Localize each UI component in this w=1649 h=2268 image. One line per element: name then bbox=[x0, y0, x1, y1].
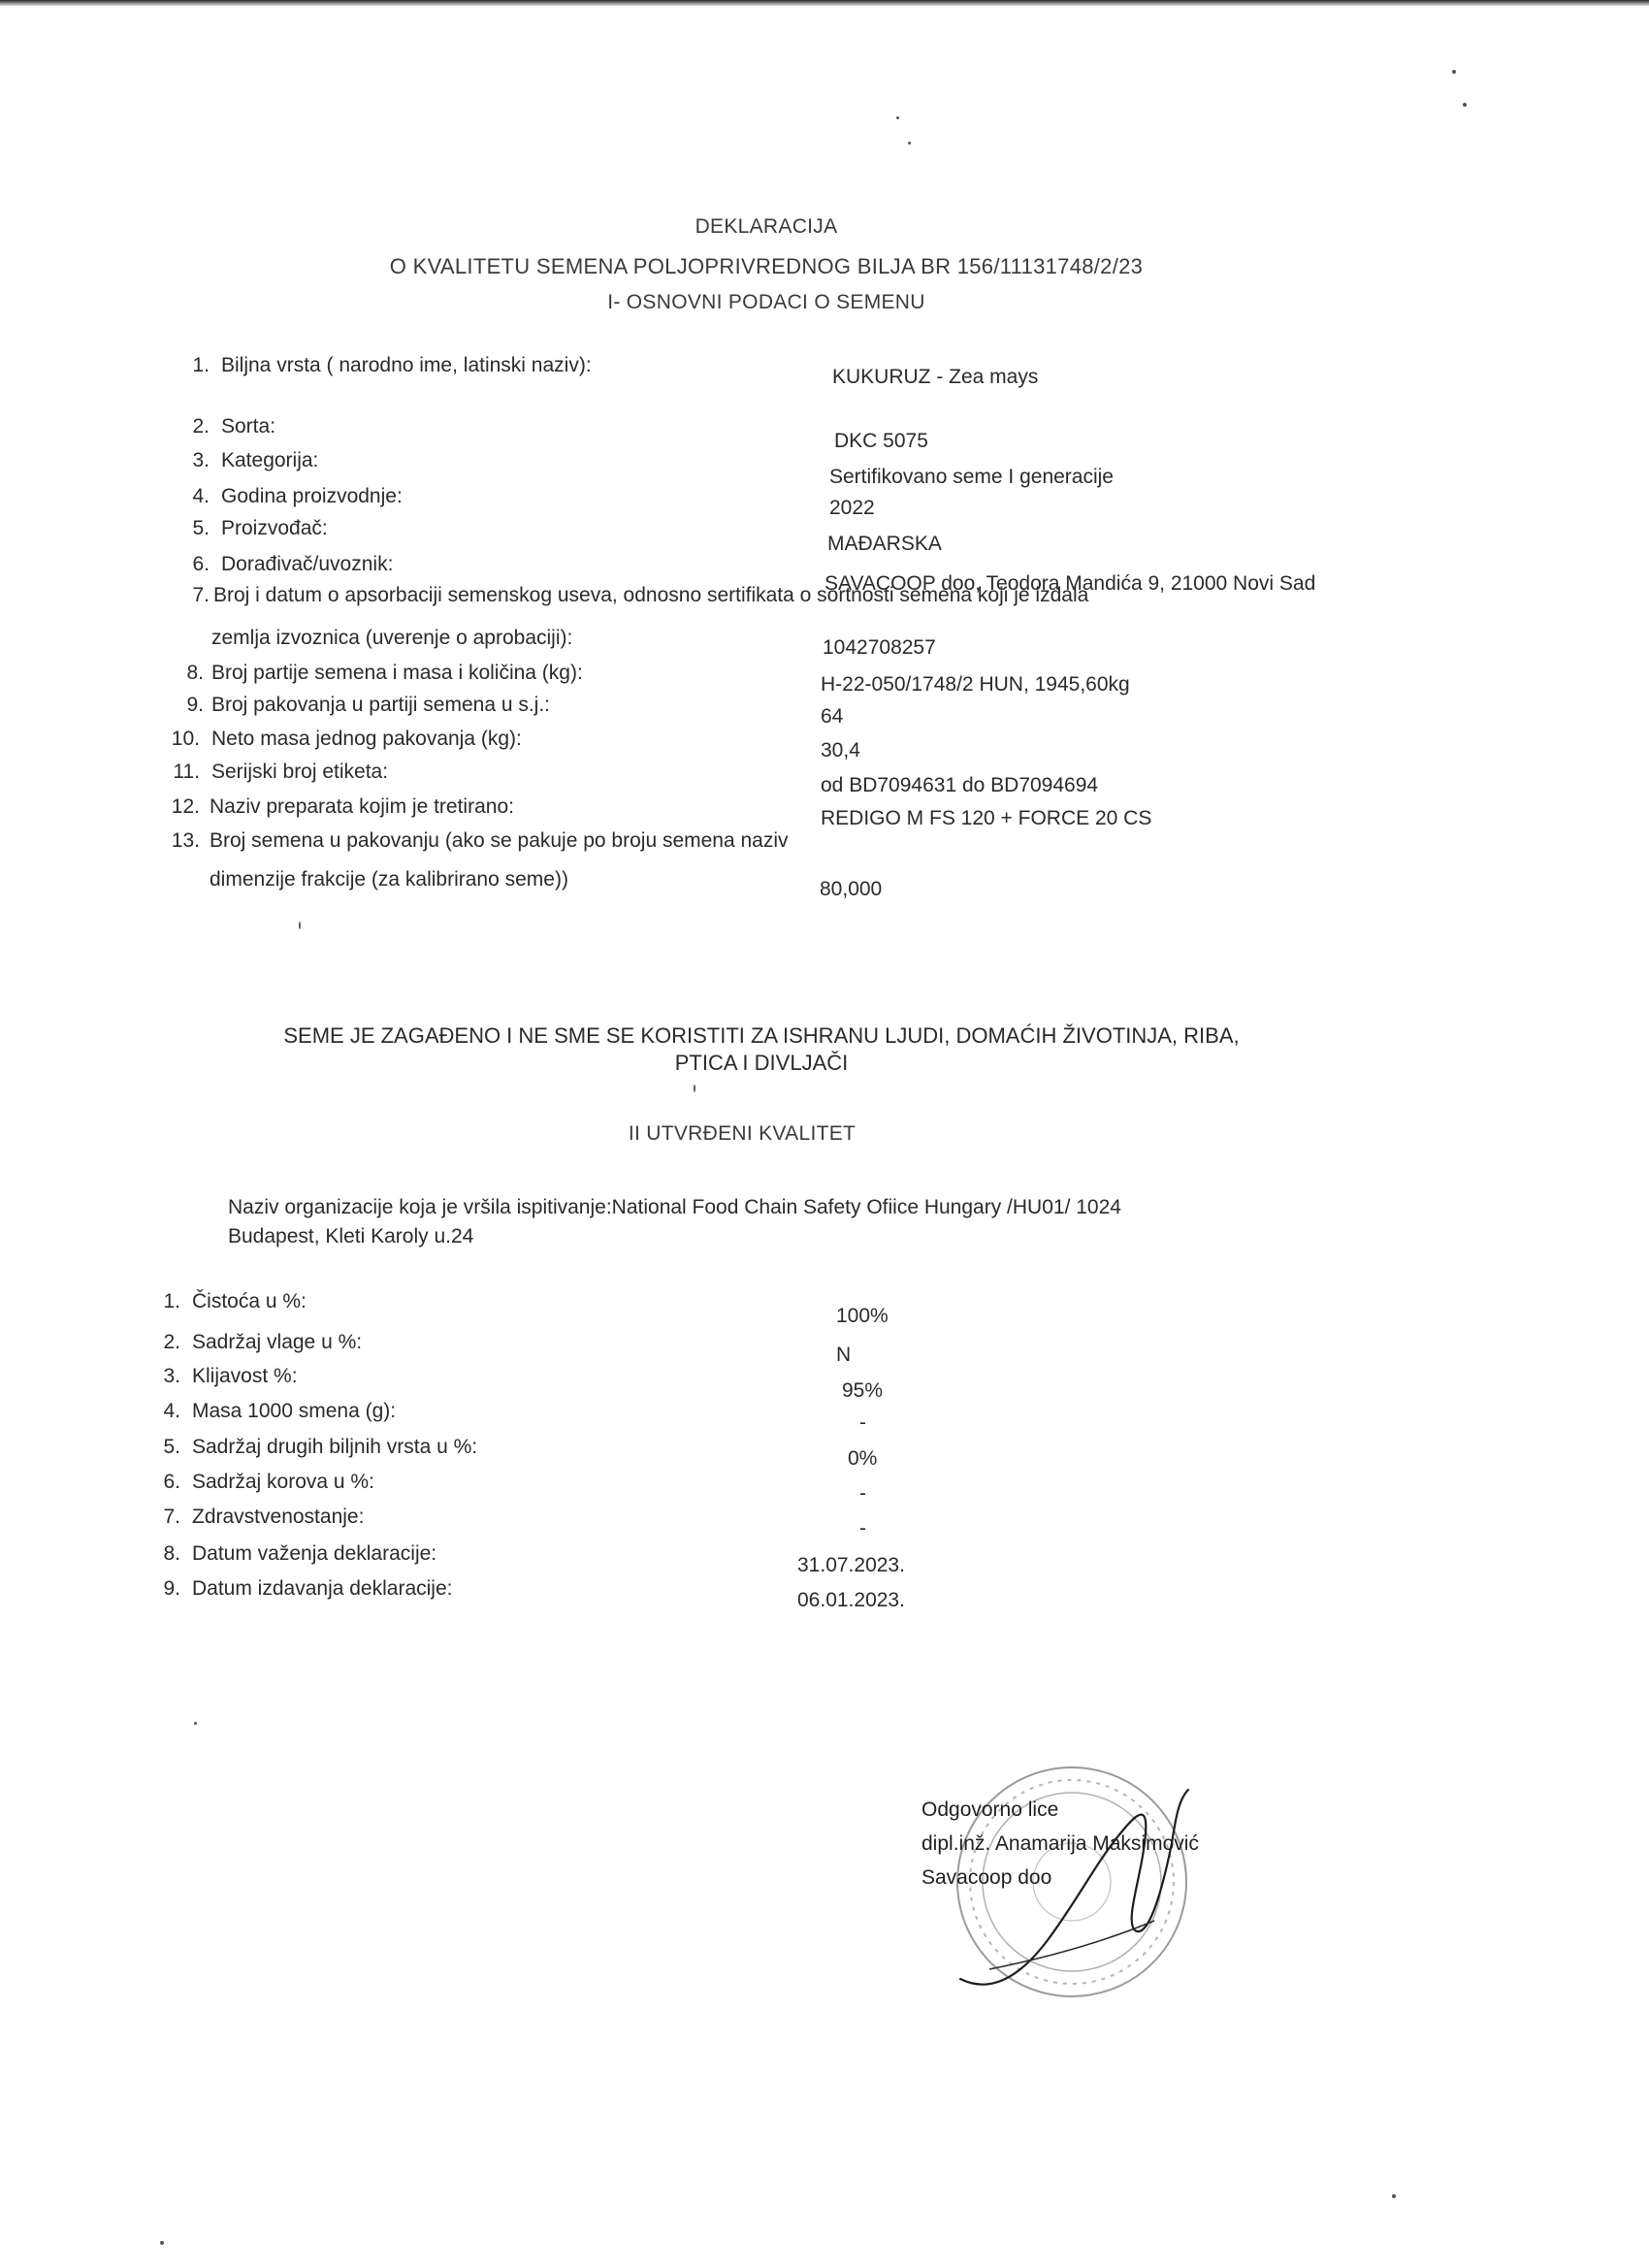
item-label: Broj semena u pakovanju (ako se pakuje po broju semena naziv bbox=[210, 829, 789, 852]
item-number: 3. bbox=[192, 449, 210, 471]
testing-organization-line-1: Naziv organizacije koja je vršila ispitivanje:National Food Chain Safety Ofiice Hungary /HU01/ 1024 bbox=[228, 1196, 1121, 1218]
item-label: Sadržaj korova u %: bbox=[192, 1471, 374, 1493]
scan-speck bbox=[194, 1722, 197, 1725]
item-number: 7. bbox=[192, 584, 210, 606]
list-item bbox=[0, 517, 1649, 555]
item-number: 8. bbox=[163, 1542, 180, 1565]
scan-speck bbox=[1452, 70, 1456, 74]
item-number: 3. bbox=[163, 1365, 180, 1387]
item-label: Neto masa jednog pakovanja (kg): bbox=[211, 728, 522, 750]
item-value: 100% bbox=[836, 1305, 889, 1327]
list-item bbox=[0, 761, 1649, 796]
signatory-role: Odgovorno lice bbox=[922, 1798, 1059, 1821]
item-value: 64 bbox=[821, 705, 844, 728]
item-label: Broj partije semena i masa i količina (kg): bbox=[211, 662, 583, 684]
item-number: 4. bbox=[192, 485, 210, 507]
item-label: Datum izdavanja deklaracije: bbox=[192, 1577, 453, 1600]
item-number: 9. bbox=[163, 1577, 180, 1600]
signatory-company: Savacoop doo bbox=[922, 1866, 1052, 1889]
item-number: 9. bbox=[186, 694, 204, 716]
item-value: 31.07.2023. bbox=[797, 1554, 905, 1576]
scan-speck bbox=[896, 116, 899, 119]
section-1-title: I- OSNOVNI PODACI O SEMENU bbox=[607, 291, 925, 313]
list-item bbox=[0, 728, 1649, 761]
item-value: MAĐARSKA bbox=[827, 533, 942, 555]
item-value: - bbox=[859, 1517, 866, 1539]
scan-speck bbox=[694, 1085, 695, 1092]
item-label: Godina proizvodnje: bbox=[221, 485, 403, 507]
item-number: 2. bbox=[163, 1331, 180, 1353]
item-value: 06.01.2023. bbox=[797, 1589, 905, 1611]
section-2-title: II UTVRĐENI KVALITET bbox=[628, 1122, 857, 1145]
item-value: N bbox=[836, 1344, 852, 1366]
list-item bbox=[0, 485, 1649, 519]
handwritten-signature-icon bbox=[951, 1775, 1212, 1998]
item-label: Broj i datum o apsorbaciji semenskog useva, odnosno sertifikata o sortnosti semena koji je izdala bbox=[213, 584, 1089, 606]
document-title: DEKLARACIJA bbox=[695, 215, 838, 238]
list-item bbox=[0, 584, 1649, 613]
item-label: Dorađivač/uvoznik: bbox=[221, 553, 394, 575]
item-label: Sadržaj vlage u %: bbox=[192, 1331, 363, 1353]
item-value: 0% bbox=[848, 1447, 878, 1470]
item-value: Sertifikovano seme I generacije bbox=[829, 466, 1114, 488]
item-value: REDIGO M FS 120 + FORCE 20 CS bbox=[821, 807, 1152, 829]
item-value: KUKURUZ - Zea mays bbox=[832, 366, 1039, 388]
list-item bbox=[0, 1506, 1649, 1539]
item-label: Broj pakovanja u partiji semena u s.j.: bbox=[211, 694, 551, 716]
item-number: 7. bbox=[163, 1506, 180, 1528]
item-label-continuation: dimenzije frakcije (za kalibrirano seme)) bbox=[210, 868, 568, 891]
item-number: 5. bbox=[192, 517, 210, 539]
item-number: 11. bbox=[173, 761, 200, 783]
scan-speck bbox=[299, 922, 301, 929]
item-value: 2022 bbox=[829, 497, 875, 519]
item-value: - bbox=[859, 1411, 866, 1434]
item-label: Sorta: bbox=[221, 415, 276, 437]
item-value: SAVACOOP doo, Teodora Mandića 9, 21000 Novi Sad bbox=[824, 572, 1316, 595]
item-label: Čistoća u %: bbox=[192, 1290, 307, 1312]
item-value: 80,000 bbox=[820, 878, 883, 900]
item-value: od BD7094631 do BD7094694 bbox=[821, 774, 1099, 796]
list-item bbox=[0, 1471, 1649, 1505]
scan-speck bbox=[908, 142, 911, 145]
list-item bbox=[0, 1290, 1649, 1327]
item-label: Masa 1000 smena (g): bbox=[192, 1400, 397, 1422]
list-item bbox=[0, 449, 1649, 488]
testing-organization-line-2: Budapest, Kleti Karoly u.24 bbox=[228, 1225, 474, 1247]
item-value: 1042708257 bbox=[823, 636, 936, 659]
item-number: 8. bbox=[186, 662, 204, 684]
list-item bbox=[0, 1542, 1649, 1576]
list-item bbox=[0, 1577, 1649, 1611]
item-label-continuation: zemlja izvoznica (uverenje o aprobaciji): bbox=[211, 627, 573, 649]
list-item bbox=[0, 1400, 1649, 1434]
scan-speck bbox=[1463, 103, 1467, 107]
item-value: DKC 5075 bbox=[834, 430, 928, 452]
item-label: Kategorija: bbox=[221, 449, 319, 471]
item-number: 2. bbox=[192, 415, 210, 437]
item-number: 6. bbox=[163, 1471, 180, 1493]
warning-line-1: SEME JE ZAGAĐENO I NE SME SE KORISTITI ZA ISHRANU LJUDI, DOMAĆIH ŽIVOTINJA, RIBA, bbox=[283, 1023, 1240, 1048]
item-number: 12. bbox=[171, 795, 200, 818]
document-subtitle: O KVALITETU SEMENA POLJOPRIVREDNOG BILJA BR 156/11131748/2/23 bbox=[389, 254, 1144, 278]
list-item bbox=[0, 694, 1649, 728]
item-value: - bbox=[859, 1482, 866, 1505]
signatory-name: dipl.inž. Anamarija Maksimović bbox=[922, 1832, 1199, 1855]
scan-speck bbox=[1392, 2194, 1396, 2198]
item-label: Naziv preparata kojim je tretirano: bbox=[210, 795, 514, 818]
item-value: 30,4 bbox=[821, 739, 860, 761]
item-number: 6. bbox=[192, 553, 210, 575]
list-item bbox=[0, 1365, 1649, 1402]
list-item bbox=[0, 662, 1649, 696]
item-number: 4. bbox=[163, 1400, 180, 1422]
item-value: 95% bbox=[842, 1379, 884, 1402]
list-item bbox=[0, 795, 1649, 829]
item-value: H-22-050/1748/2 HUN, 1945,60kg bbox=[821, 673, 1130, 696]
scan-edge bbox=[0, 0, 1649, 6]
item-number: 13. bbox=[171, 829, 200, 852]
scan-speck bbox=[160, 2241, 164, 2245]
list-item bbox=[0, 1436, 1649, 1470]
item-number: 5. bbox=[163, 1436, 180, 1458]
item-label: Sadržaj drugih biljnih vrsta u %: bbox=[192, 1436, 478, 1458]
item-label: Serijski broj etiketa: bbox=[211, 761, 389, 783]
item-label: Datum važenja deklaracije: bbox=[192, 1542, 437, 1565]
list-item bbox=[0, 354, 1649, 388]
item-label: Biljna vrsta ( narodno ime, latinski naziv): bbox=[221, 354, 592, 376]
item-number: 1. bbox=[163, 1290, 180, 1312]
list-item bbox=[0, 829, 1649, 859]
item-number: 1. bbox=[192, 354, 210, 376]
list-item bbox=[0, 415, 1649, 452]
warning-line-2: PTICA I DIVLJAČI bbox=[674, 1051, 849, 1075]
list-item bbox=[0, 1331, 1649, 1366]
item-label: Zdravstvenostanje: bbox=[192, 1506, 365, 1528]
item-label: Klijavost %: bbox=[192, 1365, 298, 1387]
item-number: 10. bbox=[171, 728, 200, 750]
item-label: Proizvođač: bbox=[221, 517, 328, 539]
